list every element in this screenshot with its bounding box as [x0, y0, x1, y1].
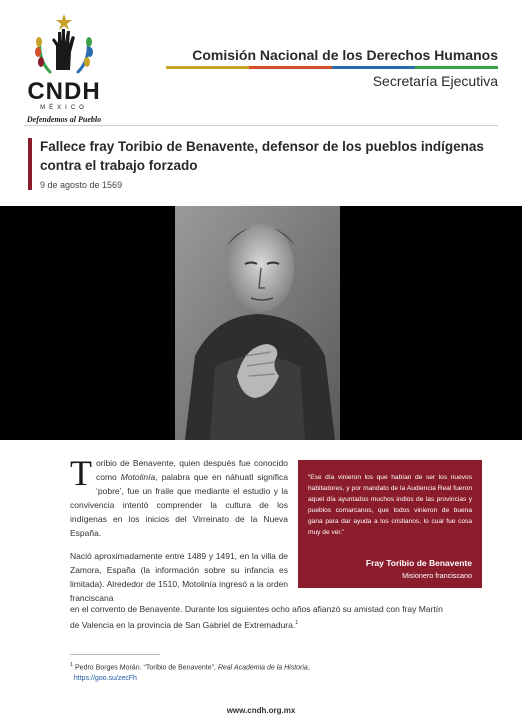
paragraph-1-text: oribio de Benavente, quien después fue conocido como	[96, 458, 288, 482]
paragraph-1	[70, 453, 288, 540]
footnote	[70, 660, 470, 684]
title-accent-bar	[28, 138, 32, 190]
quote-text: “Ese día vinieron los que habían de ser los nuevos habitadores, y por mandato de la Audiencia Real fueron aquel día ayuntados muchos indios de las provincias y pueblos comarcanos, que todos vinieron de buena gana para dar ayuda a los cristianos, lo cual fue cosa muy de ver.”	[308, 474, 472, 536]
footnote-source: Real Academia de la Historia	[217, 664, 308, 672]
raised-hand-laurel-icon	[30, 12, 98, 78]
paragraph-2: Nació aproximadamente entre 1489 y 1491, en la villa de Zamora, España (la información sobre su infancia es limitada). Alrededor de 1510, Motolinía ingresó a la orden franciscana	[70, 551, 288, 603]
quote-author: Fray Toribio de Benavente	[365, 558, 472, 568]
footnote-text-end: ,	[307, 664, 310, 672]
stripe-segment	[332, 66, 415, 69]
organization-name: Comisión Nacional de los Derechos Humanos	[192, 47, 498, 63]
footnote-number: 1	[70, 662, 74, 668]
stripe-segment	[249, 66, 332, 69]
footnote-ref[interactable]: 1	[295, 620, 299, 626]
body-column	[70, 453, 288, 614]
paragraph-3	[70, 602, 446, 632]
footnote-link[interactable]: https://goo.su/zecFh	[73, 675, 137, 683]
paragraph-3-text: en el convento de Benavente. Durante los siguientes ocho años afianzó su amistad con fray Martín de Valencia en la provincia de San Gabriel de Extremadura.	[70, 604, 443, 630]
footer-website[interactable]: www.cndh.org.mx	[226, 706, 296, 715]
header-divider	[24, 125, 498, 126]
cndh-logo	[18, 12, 110, 124]
logo-country: MÉXICO	[40, 105, 88, 111]
article-date: 9 de agosto de 1569	[40, 180, 123, 190]
article-title: Fallece fray Toribio de Benavente, defensor de los pueblos indígenas contra el trabajo forzado	[40, 139, 484, 173]
footnote-text: Pedro Borges Morán. “Toribio de Benavente”,	[73, 664, 218, 672]
footnote-divider	[70, 654, 160, 655]
quote-author-role: Misionero franciscano	[402, 571, 472, 580]
logo-tagline: Defendemos al Pueblo	[26, 115, 102, 124]
paragraph-1-emphasis: Motolinía	[120, 472, 156, 482]
paragraph-1-text-cont: , palabra que en náhuatl significa ‘pobre’, fue un fraile que mediante el estudio y la convivencia intentó comprender la cultura de los indígenas en los inicios del Virreinato de la Nueva España.	[70, 472, 288, 538]
quote-box	[298, 460, 482, 588]
department-name: Secretaría Ejecutiva	[372, 73, 498, 89]
drop-cap: T	[70, 453, 92, 493]
stripe-segment	[415, 66, 498, 69]
stripe-segment	[166, 66, 249, 69]
logo-wordmark: CNDH	[27, 78, 101, 105]
portrait-image	[175, 206, 340, 440]
color-stripe	[166, 66, 498, 69]
